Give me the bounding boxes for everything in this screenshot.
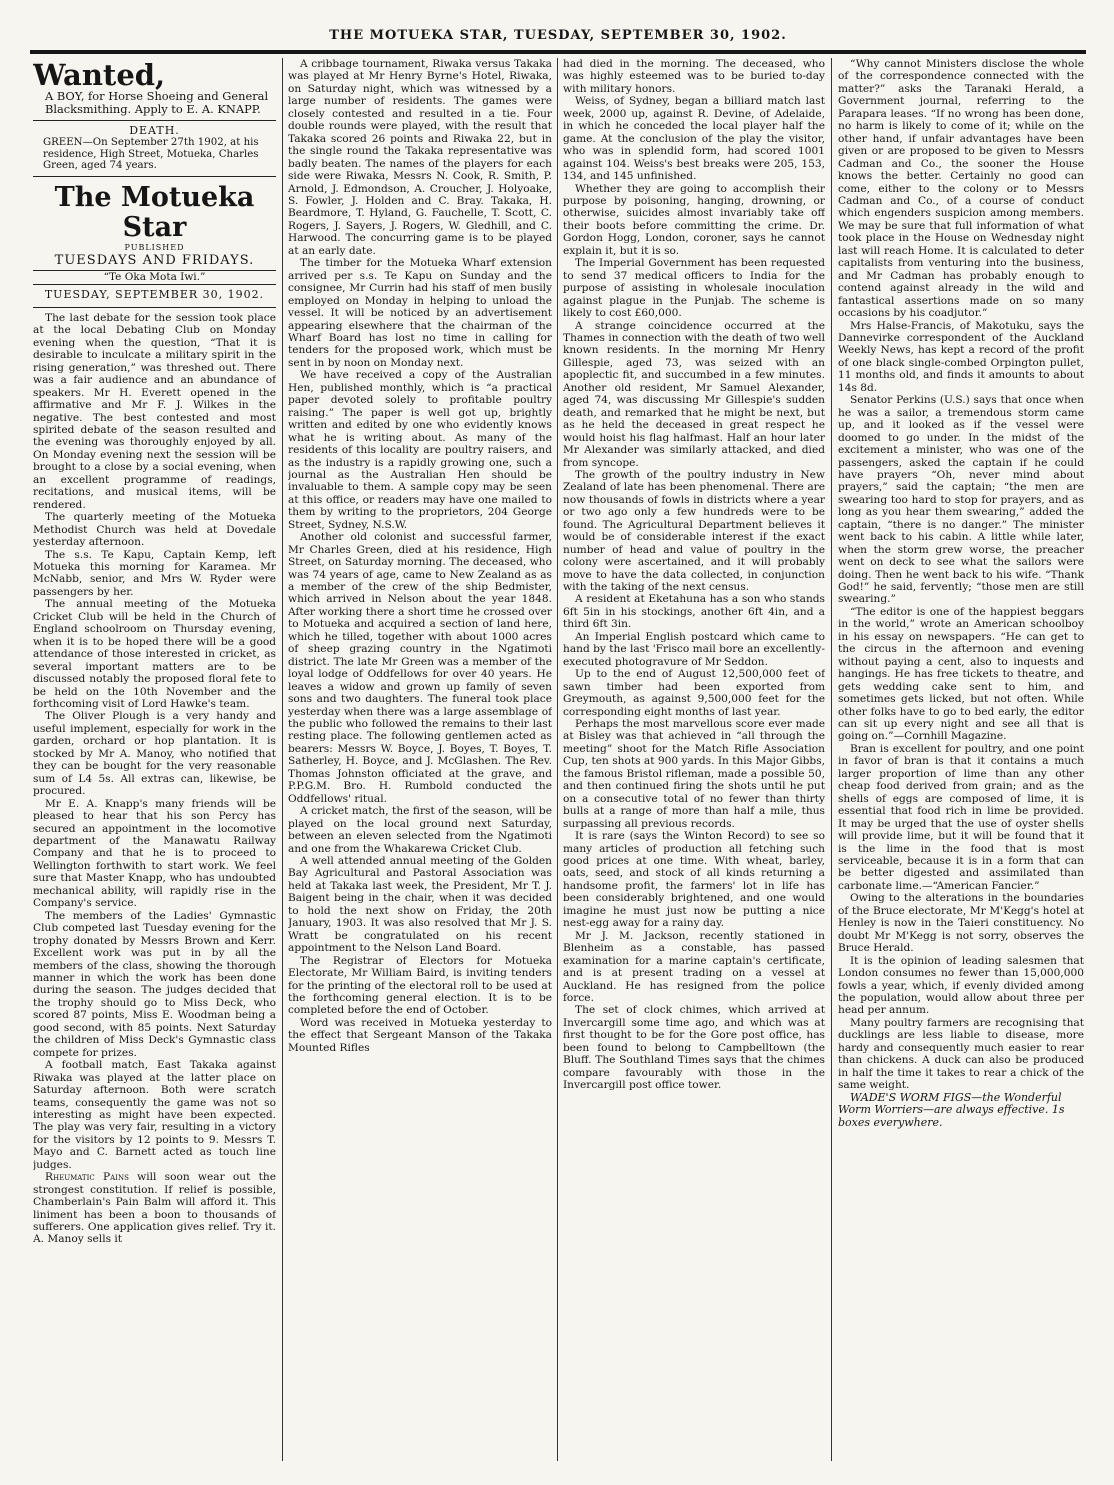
news-item: The Imperial Government has been requested to send 37 medical officers to India for the purpose of assisting in wholesale inoculation against plague in the Punjab. The scheme is likely to cost £60,000. xyxy=(563,257,825,320)
news-item: Many poultry farmers are recognising that ducklings are less liable to disease, more hardy and consequently much easier to rear than chickens. A duck can also be produced in half the time it takes to rear a chick of the same weight. xyxy=(838,1016,1084,1092)
news-item: Mr E. A. Knapp's many friends will be pleased to hear that his son Percy has secured an appointment in the locomotive department of the Manawatu Railway Company and that he is to proceed to Wellington forthwith to start work. We feel sure that Master Knapp, who has undoubted mechanical ability, will rapidly rise in the Company's service. xyxy=(33,797,276,910)
news-item: Perhaps the most marvellous score ever made at Bisley was that achieved in “all through the meeting” shoot for the Match Rifle Association Cup, ten shots at 900 yards. In this Major Gibbs, the famous Bristol rifleman, made a possible 50, and then continued firing the shots until he put on a consecutive total of no fewer than thirty bulls at a range of more than half a mile, thus surpassing all previous records. xyxy=(563,718,825,830)
news-item: Mrs Halse-Francis, of Makotuku, says the Dannevirke correspondent of the Auckland Weekly News, has kept a record of the profit of one black single-combed Orpington pullet, 11 months old, and finds it amounts to about 14s 8d. xyxy=(838,319,1084,394)
news-item: It is the opinion of leading salesmen that London consumes no fewer than 15,000,000 fowls a year, which, if evenly divided among the population, would allow about three per head per annum. xyxy=(838,954,1084,1017)
news-item: The set of clock chimes, which arrived at Invercargill some time ago, and which was at first thought to be for the Gore post office, has been found to belong to Campbelltown (the Bluff. The Southland Times says that the chimes compare favourably with those in the Invercargill post office tower. xyxy=(563,1004,825,1092)
divider xyxy=(33,176,276,177)
column-divider xyxy=(831,58,832,1461)
news-item: Bran is excellent for poultry, and one point in favor of bran is that it contains a much larger proportion of lime than any other cheap food derived from grain; and as the shells of eggs are composed of lime, it is essential that food rich in lime be provided. It may be urged that the use of oyster shells will provide lime, but it will be found that it is the lime in the food that is most serviceable, because it is in a form that can be better digested and assimilated than carbonate lime.—“American Fancier.” xyxy=(838,742,1084,892)
news-item: An Imperial English postcard which came to hand by the last 'Frisco mail bore an excellently-executed photogravure of Mr Seddon. xyxy=(563,630,825,668)
news-item: Mr J. M. Jackson, recently stationed in Blenheim as a constable, has passed examination for a marine captain's certificate, and is at present trading on a vessel at Auckland. He has resigned from the police force. xyxy=(563,929,825,1004)
news-item: The members of the Ladies' Gymnastic Club competed last Tuesday evening for the trophy donated by Messrs Brown and Kerr. Excellent work was put in by all the members of the class, showing the thorough manner in which the work has been done during the season. The judges decided that the trophy should go to Miss Deck, who scored 87 points, Miss E. Woodman being a good second, with 85 points. Next Saturday the children of Miss Deck's Gymnastic class compete for prizes. xyxy=(33,909,276,1059)
news-item-continued: had died in the morning. The deceased, who was highly esteemed was to be buried to-day with military honors. xyxy=(563,58,825,95)
news-item: The quarterly meeting of the Motueka Methodist Church was held at Dovedale yesterday afternoon. xyxy=(33,511,276,549)
page-masthead: THE MOTUEKA STAR, TUESDAY, SEPTEMBER 30, 1902. xyxy=(329,28,787,43)
news-item: A well attended annual meeting of the Golden Bay Agricultural and Pastoral Association was held at Takaka last week, the President, Mr T. J. Baigent being in the chair, when it was decided to hold the next show on Friday, the 20th January, 1903. It was also resolved that Mr J. S. Wratt be congratulated on his recent appointment to the Nelson Land Board. xyxy=(288,855,552,955)
publication-days: TUESDAYS AND FRIDAYS. xyxy=(54,252,255,268)
news-item: Another old colonist and successful farmer, Mr Charles Green, died at his residence, High Street, on Saturday morning. The deceased, who was 74 years of age, came to New Zealand as as a member of the crew of the ship Bedmister, which arrived in Nelson about the year 1848. After working there a short time he crossed over to Motueka and acquired a section of land here, which he tilled, together with about 1000 acres of sheep grazing country in the Ngatimoti district. The late Mr Green was a member of the loyal lodge of Oddfellows for over 40 years. He leaves a widow and grown up family of seven sons and two daughters. The funeral took place yesterday when there was a large assemblage of the public who followed the remains to their last resting place. The following gentlemen acted as bearers: Messrs W. Boyce, J. Boyes, T. Boyes, T. Satherley, H. Boyce, and J. McGlashen. The Rev. Thomas Johnston officiated at the grave, and P.P.G.M. Bro. H. Rumbold conducted the Oddfellows' ritual. xyxy=(288,531,552,805)
masthead-rule xyxy=(30,50,1086,54)
news-item: The Registrar of Electors for Motueka Electorate, Mr William Baird, is inviting tenders for the printing of the electoral roll to be used at the forthcoming general election. It is to be completed before the end of October. xyxy=(288,954,552,1017)
rheumatic-advert-text: will soon wear out the strongest constitution. If relief is possible, Chamberlain's Pain Balm will afford it. This liniment has been a boon to thousands of sufferers. One application gives relief. Try it. A. Manoy sells it xyxy=(33,1171,276,1246)
news-item: A cricket match, the first of the season, will be played on the local ground next Saturday, between an eleven selected from the Ngatimoti and one from the Whakarewa Cricket Club. xyxy=(288,805,552,855)
news-item: A football match, East Takaka against Riwaka was played at the latter place on Saturday afternoon. Both were scratch teams, consequently the game was not so interesting as might have been expected. The play was very fair, resulting in a victory for the visitors by 12 points to 9. Messrs T. Mayo and C. Barnett acted as touch line judges. xyxy=(33,1059,276,1171)
news-item: We have received a copy of the Australian Hen, published monthly, which is “a practical paper devoted solely to profitable poultry raising.” The paper is well got up, brightly written and edited by one who evidently knows what he is writing about. As many of the residents of this locality are poultry raisers, and as the industry is a rapidly growing one, such a journal as the Australian Hen should be invaluable to them. A sample copy may be seen at this office, or readers may have one mailed to them by writing to the proprietors, 204 George Street, Sydney, N.S.W. xyxy=(288,369,552,531)
wanted-advert-body: A BOY, for Horse Shoeing and General Blacksmithing. Apply to E. A. KNAPP. xyxy=(45,89,269,116)
news-item: The timber for the Motueka Wharf extension arrived per s.s. Te Kapu on Sunday and the consignee, Mr Currin had his staff of men busily employed on Monday in helping to unload the vessel. It will be noticed by an advertisement appearing elsewhere that the chairman of the Wharf Board has lost no time in calling for tenders for the proposed work, which must be sent in by noon on Monday next. xyxy=(288,257,552,369)
news-item: Word was received in Motueka yesterday to the effect that Sergeant Manson of the Takaka Mounted Rifles xyxy=(288,1016,552,1054)
news-item: Owing to the alterations in the boundaries of the Bruce electorate, Mr M'Kegg's hotel at Henley is now in the Taieri constituency. No doubt Mr M'Kegg is not sorry, observes the Bruce Herald. xyxy=(838,892,1084,955)
news-item: Senator Perkins (U.S.) says that once when he was a sailor, a tremendous storm came up, and it looked as if the vessel were doomed to go under. In the midst of the excitement a minister, who was one of the passengers, asked the captain if he could have prayers “Oh, never mind about prayers,” said the captain; “the men are swearing too hard to stop for prayers, and as long as you hear them swearing,” added the captain, “there is no danger.” The minister went back to his cabin. A little while later, when the storm grew worse, the preacher went on deck to see what the sailors were doing. Then he went back to his wife. “Thank God!” he said, fervently; “those men are still swearing.” xyxy=(838,394,1084,606)
news-item: The growth of the poultry industry in New Zealand of late has been phenomenal. There are now thousands of fowls in districts where a year or two ago only a few hundreds were to be found. The Agricultural Department believes it would be of considerable interest if the exact number of head and value of poultry in the colony were ascertained, and it will probably move to have the data collected, in conjunction with the taking of the next census. xyxy=(563,468,825,594)
issue-date: TUESDAY, SEPTEMBER 30, 1902. xyxy=(44,287,265,301)
divider xyxy=(33,307,276,308)
column-2 xyxy=(288,58,552,1463)
death-notice-body: GREEN—On September 27th 1902, at his residence, High Street, Motueka, Charles Green, aged 74 years. xyxy=(43,137,259,172)
news-item: Up to the end of August 12,500,000 feet of sawn timber had been exported from Greymouth, as against 9,500,000 feet for the corresponding eight months of last year. xyxy=(563,668,825,718)
divider xyxy=(33,120,276,121)
column-divider xyxy=(557,58,558,1461)
column-3 xyxy=(563,58,825,1463)
news-item: Weiss, of Sydney, began a billiard match last week, 2000 up, against R. Devine, of Adelaide, in which he conceded the local player half the game. At the conclusion of the play the visitor, who was in splendid form, had scored 1001 against 104. Weiss's best breaks were 205, 153, 134, and 145 unfinished. xyxy=(563,95,825,183)
newspaper-motto: “Te Oka Mota Iwi.” xyxy=(33,270,276,285)
news-item: A cribbage tournament, Riwaka versus Takaka was played at Mr Henry Byrne's Hotel, Riwaka, on Saturday night, which was witnessed by a large number of residents. The games were closely contested and resulted in a tie. Four double rounds were played, with the result that Takaka scored 26 points and Riwaka 22, but in the single round the Takaka representative was badly beaten. The names of the players for each side were Riwaka, Messrs N. Cook, R. Smith, P. Arnold, J. Edmondson, A. Croucher, J. Holyoake, S. Fowler, J. Holden and C. Bray. Takaka, H. Beardmore, T. Hyland, G. Fauchelle, T. Scott, C. Rogers, J. Sayers, J. Rogers, W. Gledhill, and C. Harwood. The concurring game is to be played at an early date. xyxy=(288,58,552,257)
rheumatic-advert xyxy=(33,1171,276,1246)
column-divider xyxy=(282,58,283,1461)
news-item: The annual meeting of the Motueka Cricket Club will be held in the Church of England schoolroom on Thursday evening, when it is to be hoped there will be a good attendance of those interested in cricket, as several important matters are to be discussed notably the proposed floral fete to be held on the 10th November and the forthcoming visit of Lord Hawke's team. xyxy=(33,598,276,710)
news-item: A resident at Eketahuna has a son who stands 6ft 5in in his stockings, another 6ft 4in, and a third 6ft 3in. xyxy=(563,593,825,631)
news-item: “The editor is one of the happiest beggars in the world,” wrote an American schoolboy in his essay on newspapers. “He can get to the circus in the afternoon and evening without paying a cent, also to inquests and hangings. He has free tickets to theatre, and gets wedding cake sent to him, and sometimes gets licked, but not often. While other folks have to go to bed early, the editor can sit up every night and see all that is going on.”—Cornhill Magazine. xyxy=(838,605,1084,743)
news-item: A strange coincidence occurred at the Thames in connection with the death of two well known residents. In the morning Mr Henry Gillespie, aged 73, was seized with an apoplectic fit, and succumbed in a few minutes. Another old resident, Mr Samuel Alexander, aged 74, was discussing Mr Gillespie's sudden death, and remarked that he might be next, but as he held the deceased in great respect he would hoist his flag halfmast. Half an hour later Mr Alexander was similarly attacked, and died from syncope. xyxy=(563,319,825,469)
news-item: “Why cannot Ministers disclose the whole of the correspondence connected with the matter?” asks the Taranaki Herald, a Government journal, referring to the Parapara leases. “If no wrong has been done, no harm is likely to come of it; while on the other hand, if unfair advantages have been given or are proposed to be given to Messrs Cadman and Co., the sooner the House knows the better. Certainly no good can come, either to the colony or to Messrs Cadman and Co., of a course of conduct which engenders suspicion among members. We may be sure that full information of what took place in the House on Wednesday night last will reach Home. It is calculated to deter capitalists from venturing into the business, and Mr Cadman has probably enough to contend against already in the wild and fantastical assertions made on so many occasions by his coadjutor.” xyxy=(838,58,1084,320)
news-item: The last debate for the session took place at the local Debating Club on Monday evening when the question, “That it is desirable to inculcate a military spirit in the rising generation,” was threshed out. There was a fair audience and an abundance of speakers. Mr H. Everett opened in the affirmative and Mr F. J. Wilkes in the negative. The best contested and most spirited debate of the season resulted and the evening was thoroughly enjoyed by all. On Monday evening next the session will be brought to a close by a social evening, when an excellent programme of readings, recitations, and musical items, will be rendered. xyxy=(33,311,276,511)
news-item: Whether they are going to accomplish their purpose by poisoning, hanging, drowning, or otherwise, suicides almost invariably take off their boots before committing the crime. Dr. Gordon Hogg, London, coroner, says he cannot explain it, but it is so. xyxy=(563,182,825,257)
rheumatic-advert-lead: Rheumatic Pains xyxy=(45,1171,129,1184)
news-item: The s.s. Te Kapu, Captain Kemp, left Motueka this morning for Karamea. Mr McNabb, senior, and Mrs W. Ryder were passengers by her. xyxy=(33,548,276,598)
column-4 xyxy=(838,58,1084,1463)
wades-worm-figs-advert: WADE'S WORM FIGS—the Wonderful Worm Worriers—are always effective. 1s boxes everywhere. xyxy=(838,1090,1065,1129)
column-1 xyxy=(33,58,276,1463)
death-notice-heading: DEATH. xyxy=(129,124,180,137)
news-item: The Oliver Plough is a very handy and useful implement, especially for work in the garden, orchard or hop plantation. It is stocked by Mr A. Manoy, who notified that they can be bought for the very reasonable sum of L4 5s. All extras can, likewise, be procured. xyxy=(33,710,276,798)
published-label: PUBLISHED xyxy=(124,242,185,252)
wanted-advert-heading: Wanted, xyxy=(33,58,166,92)
newspaper-title: The Motueka Star xyxy=(54,181,255,243)
news-item: It is rare (says the Winton Record) to see so many articles of production all fetching such good prices at one time. With wheat, barley, oats, seed, and stock of all kinds returning a handsome profit, the farmers' lot in life has been considerably brightened, and one would imagine he must just now be putting a nice nest-egg away for a rainy day. xyxy=(563,830,825,930)
